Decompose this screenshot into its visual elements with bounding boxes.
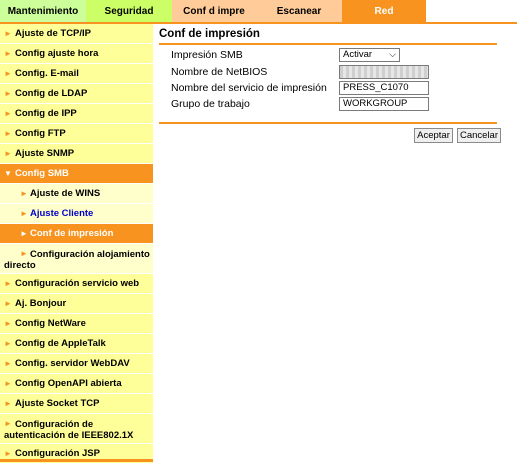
sidebar-subitem-print-config[interactable]: ► Conf de impresión — [0, 224, 153, 244]
sidebar-item-ipp[interactable]: ► Config de IPP — [0, 104, 153, 124]
tab-red[interactable]: Red — [342, 0, 426, 23]
sidebar-item-ftp[interactable]: ► Config FTP — [0, 124, 153, 144]
tab-mantenimiento[interactable]: Mantenimiento — [0, 0, 86, 23]
print-service-label: Nombre del servicio de impresión — [171, 82, 327, 94]
right-triangle-icon: ► — [20, 189, 28, 198]
sidebar-item-tcpip[interactable]: ► Ajuste de TCP/IP — [0, 24, 153, 44]
right-triangle-icon: ► — [4, 399, 12, 408]
right-triangle-icon: ► — [4, 379, 12, 388]
workgroup-label: Grupo de trabajo — [171, 98, 250, 110]
smb-print-label: Impresión SMB — [171, 49, 243, 61]
accept-button[interactable]: Aceptar — [414, 128, 453, 143]
tab-seguridad[interactable]: Seguridad — [86, 0, 172, 23]
tab-escanear[interactable]: Escanear — [256, 0, 342, 23]
sidebar-item-appletalk[interactable]: ► Config de AppleTalk — [0, 334, 153, 354]
chevron-down-icon: ⌵ — [389, 49, 396, 59]
row-smb-print — [171, 48, 421, 64]
right-triangle-icon: ► — [4, 449, 12, 458]
right-triangle-icon: ► — [4, 109, 12, 118]
right-triangle-icon: ► — [4, 299, 12, 308]
form-rule — [159, 122, 497, 124]
sidebar-subitem-direct-hosting[interactable]: ► Configuración alojamiento directo — [0, 244, 153, 274]
right-triangle-icon: ► — [4, 419, 12, 428]
right-triangle-icon: ► — [4, 29, 12, 38]
page-title: Conf de impresión — [159, 28, 260, 40]
right-triangle-icon: ► — [4, 129, 12, 138]
right-triangle-icon: ► — [4, 89, 12, 98]
row-workgroup — [171, 97, 421, 113]
sidebar-item-ldap[interactable]: ► Config de LDAP — [0, 84, 153, 104]
right-triangle-icon: ► — [4, 319, 12, 328]
row-print-service — [171, 81, 421, 97]
top-tab-bar — [0, 0, 517, 23]
sidebar-item-ieee8021x[interactable]: ► Configuración de autenticación de IEEE802.1X — [0, 414, 153, 444]
workgroup-field[interactable]: WORKGROUP — [339, 97, 429, 111]
right-triangle-icon: ► — [20, 229, 28, 238]
row-netbios — [171, 65, 421, 81]
sidebar-item-jsp[interactable]: ► Configuración JSP — [0, 444, 153, 464]
sidebar-item-openapi[interactable]: ► Config OpenAPI abierta — [0, 374, 153, 394]
sidebar-item-snmp[interactable]: ► Ajuste SNMP — [0, 144, 153, 164]
sidebar-item-netware[interactable]: ► Config NetWare — [0, 314, 153, 334]
sidebar-subitem-client[interactable]: ► Ajuste Cliente — [0, 204, 153, 224]
sidebar-item-web-service[interactable]: ► Configuración servicio web — [0, 274, 153, 294]
title-rule — [159, 43, 497, 45]
right-triangle-icon: ► — [4, 339, 12, 348]
sidebar-item-time[interactable]: ► Config ajuste hora — [0, 44, 153, 64]
sidebar — [0, 24, 153, 464]
sidebar-subitem-wins[interactable]: ► Ajuste de WINS — [0, 184, 153, 204]
main-panel — [159, 28, 499, 141]
right-triangle-icon: ► — [4, 49, 12, 58]
right-triangle-icon: ► — [20, 249, 28, 258]
right-triangle-icon: ► — [20, 209, 28, 218]
netbios-label: Nombre de NetBIOS — [171, 66, 268, 78]
down-triangle-icon: ▼ — [4, 169, 12, 178]
netbios-field[interactable] — [339, 65, 429, 79]
right-triangle-icon: ► — [4, 149, 12, 158]
tab-conf-d-impre[interactable]: Conf d impre — [172, 0, 256, 23]
right-triangle-icon: ► — [4, 279, 12, 288]
smb-print-select[interactable]: Activar ⌵ — [339, 48, 400, 62]
sidebar-item-smb[interactable]: ▼ Config SMB — [0, 164, 153, 184]
sidebar-item-socket-tcp[interactable]: ► Ajuste Socket TCP — [0, 394, 153, 414]
print-service-field[interactable]: PRESS_C1070 — [339, 81, 429, 95]
right-triangle-icon: ► — [4, 69, 12, 78]
sidebar-bottom-rule — [0, 459, 153, 462]
sidebar-item-webdav[interactable]: ► Config. servidor WebDAV — [0, 354, 153, 374]
sidebar-item-bonjour[interactable]: ► Aj. Bonjour — [0, 294, 153, 314]
right-triangle-icon: ► — [4, 359, 12, 368]
sidebar-item-email[interactable]: ► Config. E-mail — [0, 64, 153, 84]
cancel-button[interactable]: Cancelar — [457, 128, 501, 143]
